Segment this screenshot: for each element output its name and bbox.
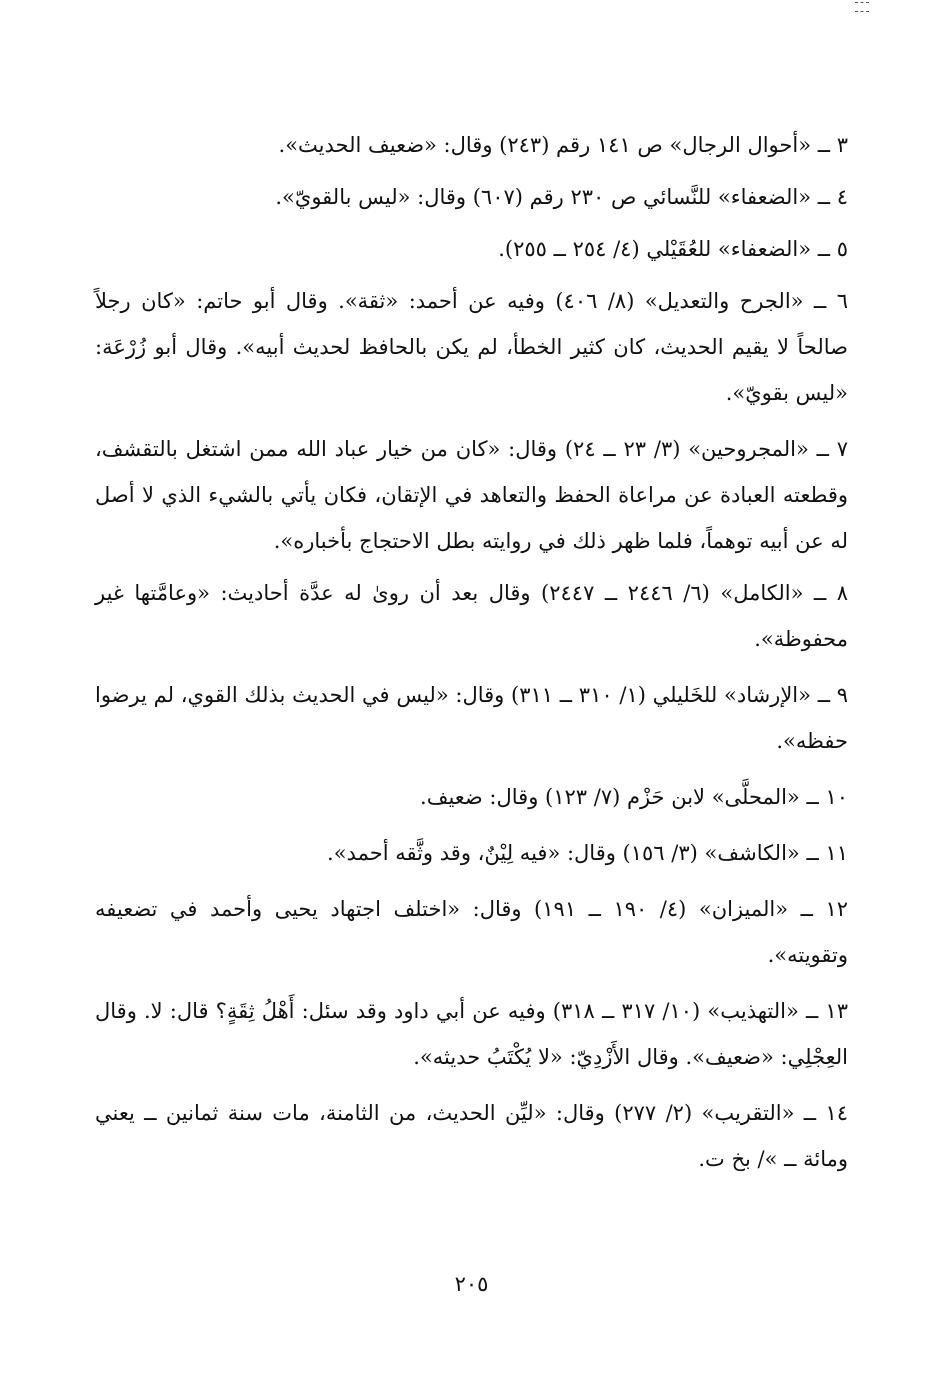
footnote-entry-14: ١٤ ــ «التقريب» (٢/ ٢٧٧) وقال: «ليِّن الحديث، من الثامنة، مات سنة ثمانين ــ يعني ومائة ــ »/ بخ ت. <box>95 1101 848 1171</box>
corner-mark <box>855 2 873 18</box>
footnote-entry-12: ١٢ ــ «الميزان» (٤/ ١٩٠ ــ ١٩١) وقال: «اختلف اجتهاد يحيى وأحمد في تضعيفه وتقويته». <box>95 897 848 967</box>
footnote-entry-10: ١٠ ــ «المحلَّى» لابن حَزْم (٧/ ١٢٣) وقال: ضعيف. <box>420 785 848 809</box>
footnote-entry-3: ٣ ــ «أحوال الرجال» ص ١٤١ رقم (٢٤٣) وقال: «ضعيف الحديث». <box>278 133 848 157</box>
footnote-entry-9: ٩ ــ «الإرشاد» للخَليلي (١/ ٣١٠ ــ ٣١١) وقال: «ليس في الحديث بذلك القوي، لم يرضوا حفظه». <box>95 683 849 753</box>
footnote-entry-13: ١٣ ــ «التهذيب» (١٠/ ٣١٧ ــ ٣١٨) وفيه عن أبي داود وقد سئل: أَهْلُ ثِقَةٍ؟ قال: لا. وقال العِجْلِي: «ضعيف». وقال الأَزْدِيّ: «لا يُكْتَبُ حديثه». <box>95 999 848 1069</box>
footnote-entry-8: ٨ ــ «الكامل» (٦/ ٢٤٤٦ ــ ٢٤٤٧) وقال بعد أن روىٰ له عدَّة أحاديث: «وعامَّتها غير محفوظة». <box>95 581 848 651</box>
footnote-entry-7: ٧ ــ «المجروحين» (٣/ ٢٣ ــ ٢٤) وقال: «كان من خيار عباد الله ممن اشتغل بالتقشف، وقطعته العبادة عن مراعاة الحفظ والتعاهد في الإتقان، فكان يأتي بالشيء الذي لا أصل له عن أبيه توهماً، فلما ظهر ذلك في روايته بطل الاحتجاج بأخباره». <box>95 437 849 553</box>
footnote-entry-6: ٦ ــ «الجرح والتعديل» (٨/ ٤٠٦) وفيه عن أحمد: «ثقة». وقال أبو حاتم: «كان رجلاً صالحاً لا يقيم الحديث، كان كثير الخطأ، لم يكن بالحافظ لحديث أبيه». وقال أبو زُرْعَة: «ليس بقويّ». <box>95 289 848 405</box>
page-number: ٢٠٥ <box>454 1272 489 1296</box>
footnote-entry-4: ٤ ــ «الضعفاء» للنَّسائي ص ٢٣٠ رقم (٦٠٧) وقال: «ليس بالقويّ». <box>275 185 848 209</box>
footnote-entry-11: ١١ ــ «الكاشف» (٣/ ١٥٦) وقال: «فيه لِيْنٌ، وقد وثَّقه أحمد». <box>327 841 848 865</box>
footnote-entry-5: ٥ ــ «الضعفاء» للعُقَيْلي (٤/ ٢٥٤ ــ ٢٥٥). <box>498 237 848 261</box>
footnotes-list <box>95 122 848 1188</box>
